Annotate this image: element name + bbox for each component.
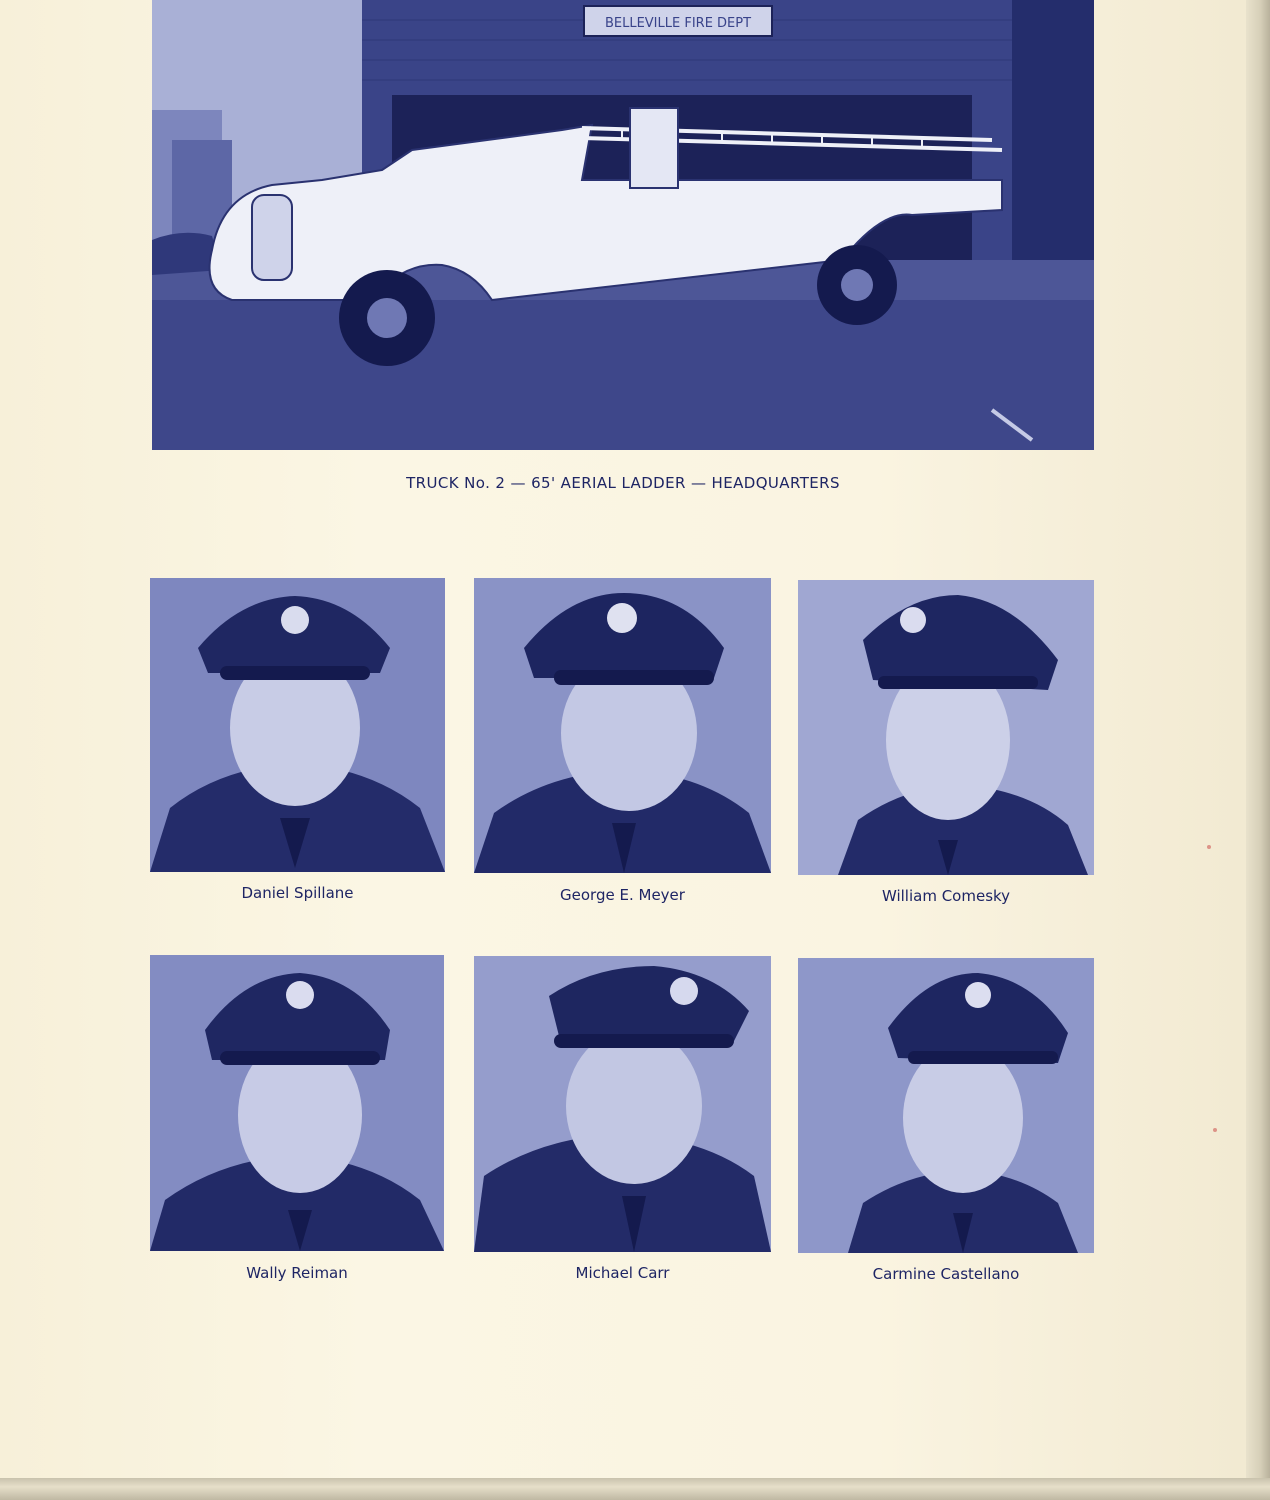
portrait-caption-spillane: Daniel Spillane: [241, 884, 354, 902]
fire-truck-photo: [152, 0, 1094, 450]
portrait-photo-spillane: [150, 578, 445, 872]
portrait-photo-comesky: [798, 580, 1094, 875]
paper-stain: [1213, 1128, 1217, 1132]
portrait-caption-reiman: Wally Reiman: [246, 1264, 348, 1282]
page-edge-bottom: [0, 1478, 1270, 1500]
portrait-photo-castellano: [798, 958, 1094, 1253]
page-edge-right: [1246, 0, 1270, 1500]
main-photo-caption: TRUCK No. 2 — 65' AERIAL LADDER — HEADQUARTERS: [406, 474, 840, 492]
portrait-caption-carr: Michael Carr: [575, 1264, 670, 1282]
portrait-caption-comesky: William Comesky: [881, 887, 1011, 905]
portrait-photo-reiman: [150, 955, 444, 1251]
portrait-photo-carr: [474, 956, 771, 1252]
portrait-caption-meyer: George E. Meyer: [560, 886, 685, 904]
fire-truck-illustration: [152, 0, 1094, 450]
portrait-photo-meyer: [474, 578, 771, 873]
station-sign: BELLEVILLE FIRE DEPT: [604, 16, 752, 31]
portrait-caption-castellano: Carmine Castellano: [872, 1265, 1020, 1283]
paper-stain: [1207, 845, 1211, 849]
